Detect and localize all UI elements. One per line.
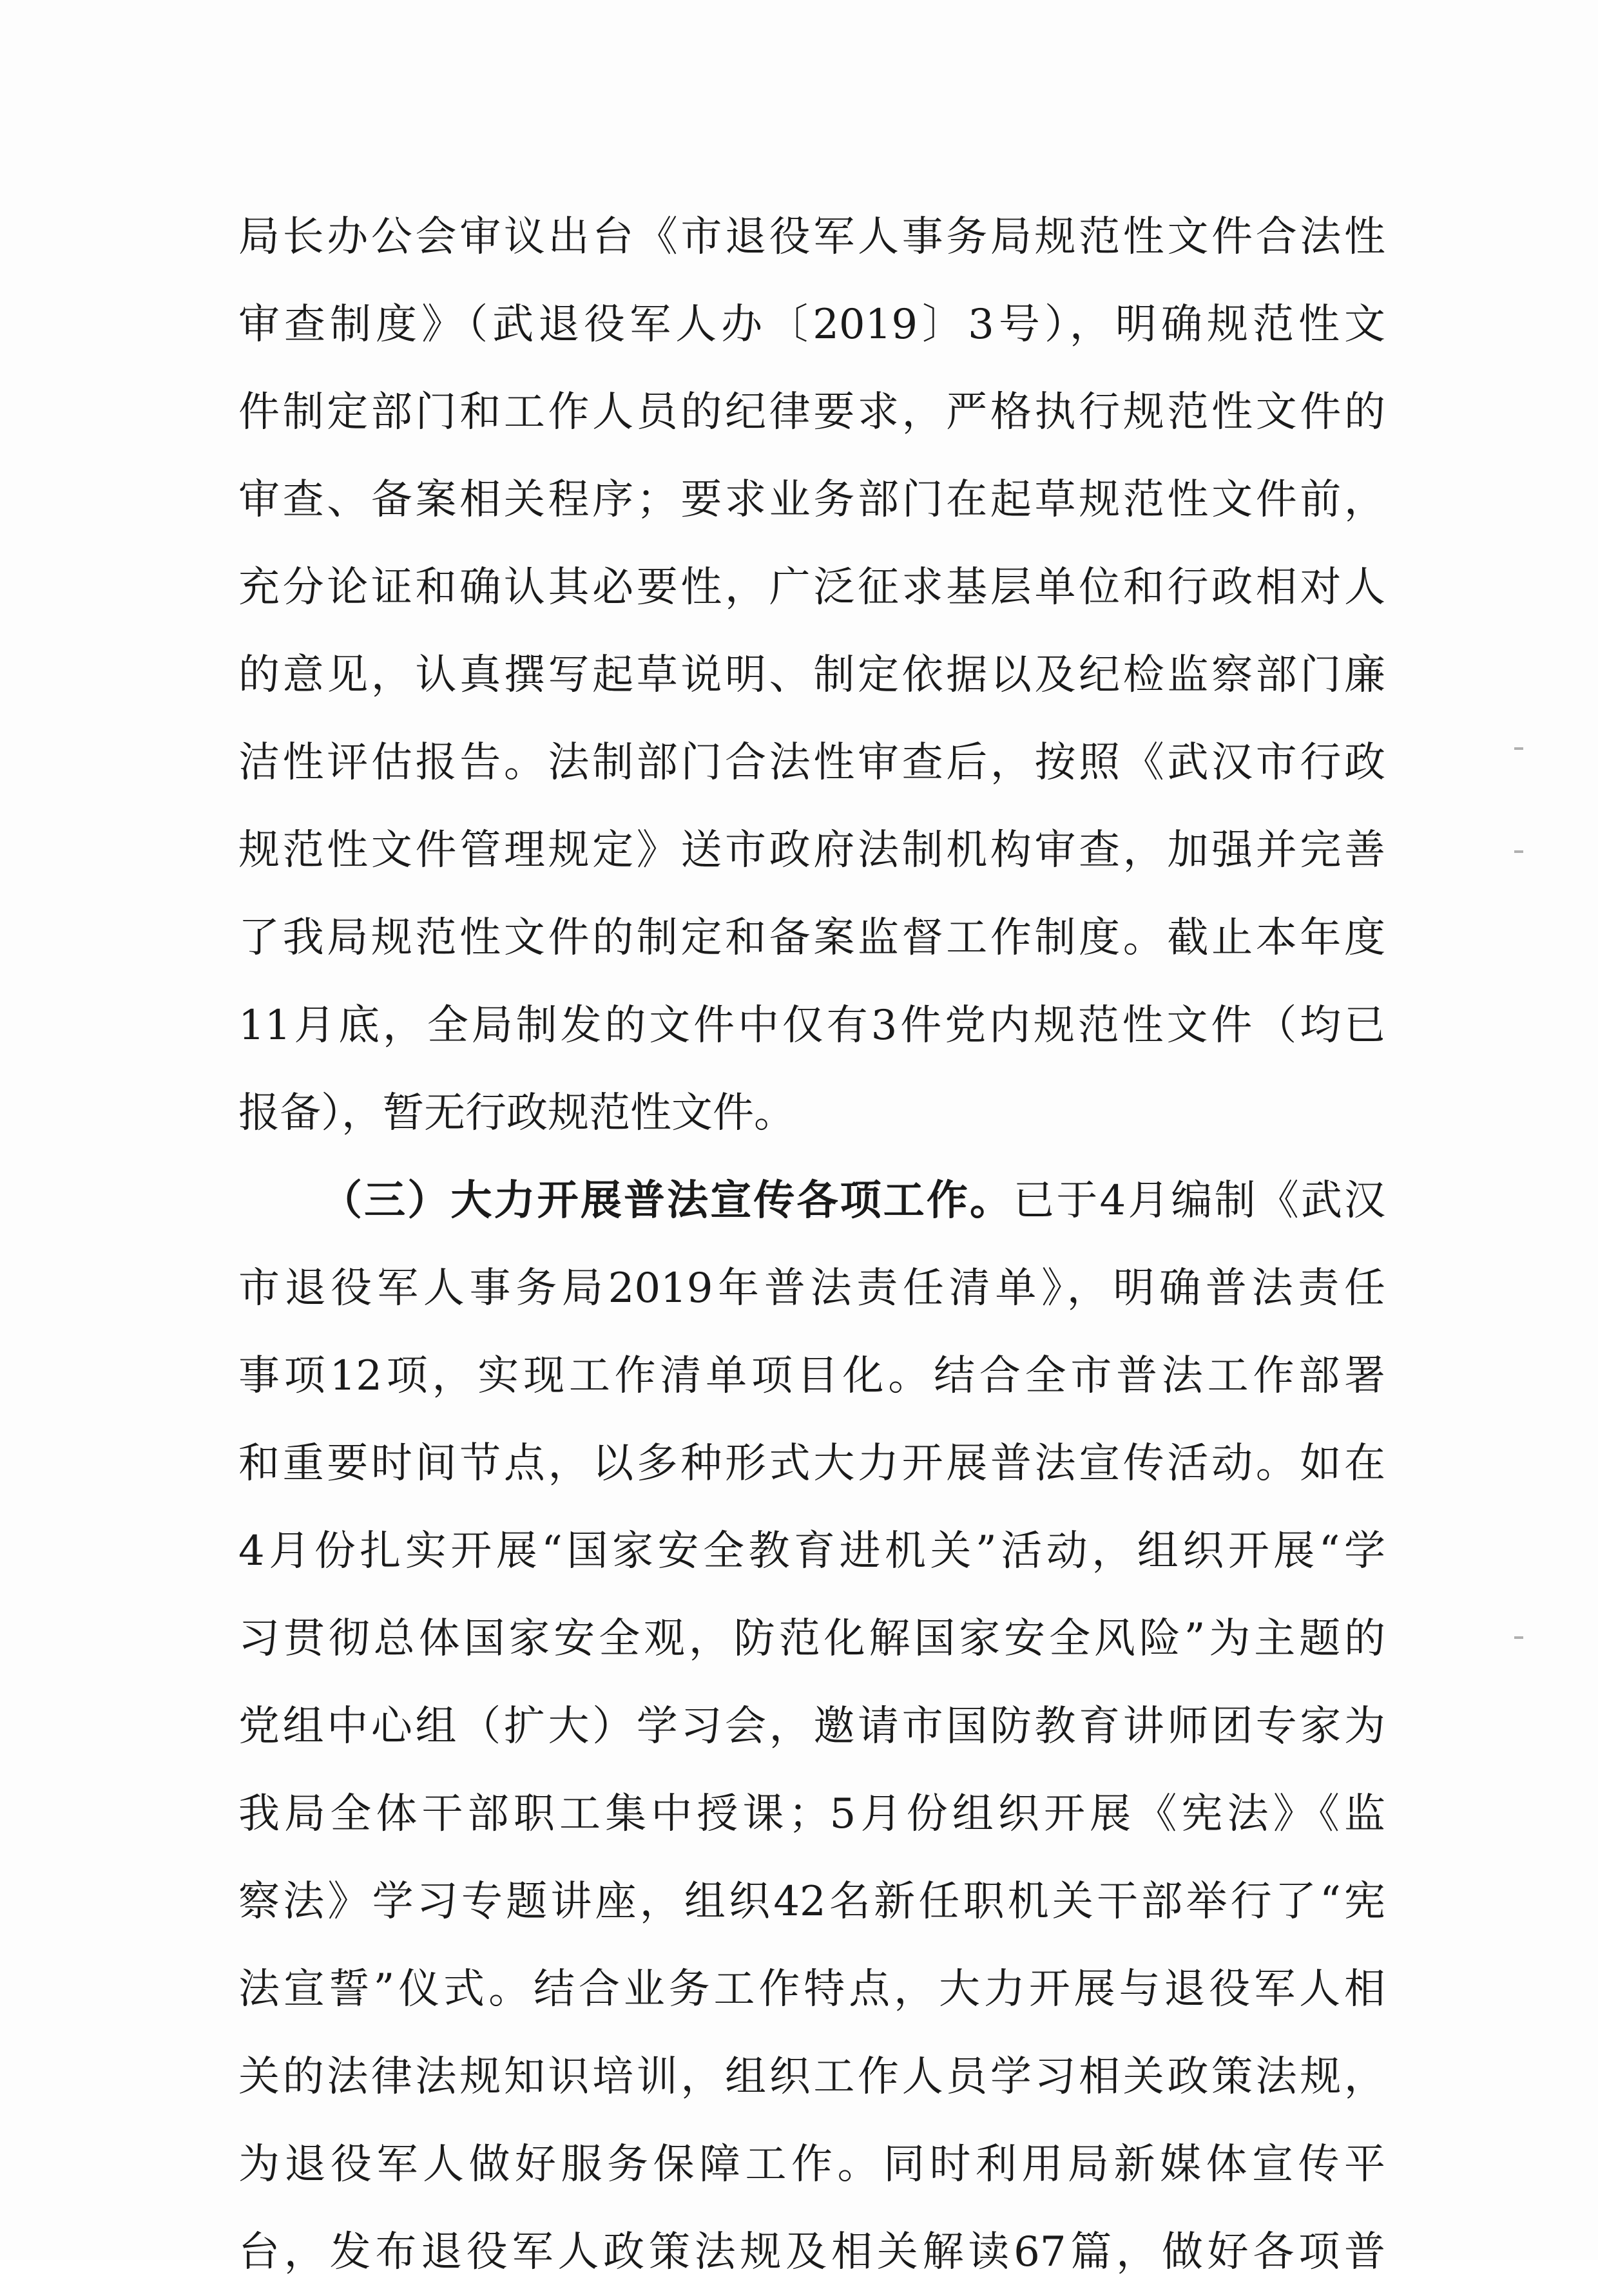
scan-artifact — [1514, 850, 1523, 853]
body-line: 法宣誓”仪式。结合业务工作特点，大力开展与退役军人相 — [238, 1966, 1385, 2013]
body-line: 报备），暂无行政规范性文件。 — [238, 1089, 795, 1137]
scan-artifact — [1514, 1636, 1523, 1639]
document-body — [238, 193, 1385, 2296]
body-line: 11月底，全局制发的文件中仅有3件党内规范性文件（均已 — [238, 1002, 1385, 1049]
body-line: 审查制度》（武退役军人办〔2019〕3号），明确规范性文 — [238, 301, 1385, 349]
body-line: 市退役军人事务局2019年普法责任清单》，明确普法责任 — [238, 1265, 1385, 1312]
body-line: 关的法律法规知识培训，组织工作人员学习相关政策法规， — [238, 2053, 1385, 2101]
body-line: 我局全体干部职工集中授课；5月份组织开展《宪法》《监 — [238, 1790, 1385, 1838]
body-line: 审查、备案相关程序；要求业务部门在起草规范性文件前， — [238, 476, 1385, 524]
body-line: 4月份扎实开展“国家安全教育进机关”活动，组织开展“学 — [238, 1527, 1385, 1575]
body-line: 规范性文件管理规定》送市政府法制机构审查，加强并完善 — [238, 827, 1385, 874]
body-line: 局长办公会审议出台《市退役军人事务局规范性文件合法性 — [238, 213, 1385, 261]
body-line: 了我局规范性文件的制定和备案监督工作制度。截止本年度 — [238, 914, 1385, 962]
section-3-heading: （三）大力开展普法宣传各项工作。 — [321, 1176, 1014, 1225]
body-line: 台，发布退役军人政策法规及相关解读67篇，做好各项普 — [238, 2228, 1385, 2276]
body-line: 察法》学习专题讲座，组织42名新任职机关干部举行了“宪 — [238, 1878, 1385, 1926]
body-line: 和重要时间节点，以多种形式大力开展普法宣传活动。如在 — [238, 1440, 1385, 1488]
body-line: 党组中心组（扩大）学习会，邀请市国防教育讲师团专家为 — [238, 1703, 1385, 1750]
body-line: 充分论证和确认其必要性，广泛征求基层单位和行政相对人 — [238, 564, 1385, 611]
body-line: 件制定部门和工作人员的纪律要求，严格执行规范性文件的 — [238, 388, 1385, 436]
section-3-first-line-text: 已于4月编制《武汉 — [1013, 1177, 1385, 1225]
body-line: 事项12项，实现工作清单项目化。结合全市普法工作部署 — [238, 1352, 1385, 1400]
body-line: 洁性评估报告。法制部门合法性审查后，按照《武汉市行政 — [238, 739, 1385, 787]
body-line: 为退役军人做好服务保障工作。同时利用局新媒体宣传平 — [238, 2141, 1385, 2188]
body-line: 习贯彻总体国家安全观，防范化解国家安全风险”为主题的 — [238, 1615, 1385, 1663]
section-3-first-line — [238, 1157, 1385, 1245]
body-line: 的意见，认真撰写起草说明、制定依据以及纪检监察部门廉 — [238, 651, 1385, 699]
scan-artifact — [1514, 747, 1523, 750]
